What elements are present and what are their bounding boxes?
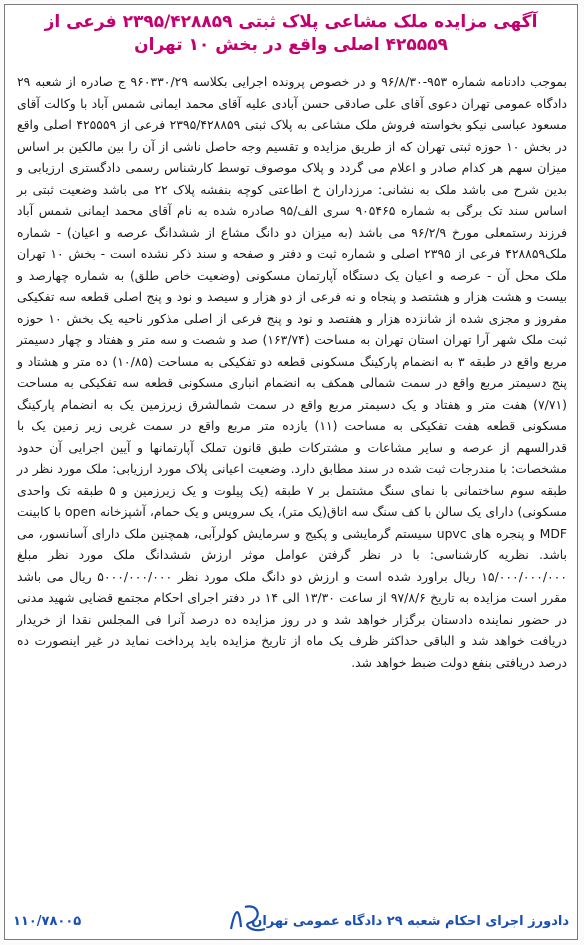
notice-code: ۱۱۰/۷۸۰۰۵ (13, 914, 82, 929)
auction-notice (4, 4, 578, 940)
notice-signature: دادورز اجرای احکام شعبه ۲۹ دادگاه عمومی تهران (251, 914, 569, 929)
notice-paragraph: بموجب دادنامه شماره ۹۵۳-۹۶/۸/۳۰ و در خصوص پرونده اجرایی بکلاسه ۹۶۰۳۳۰/۲۹ ج صادره از شعبه ۲۹ دادگاه عمومی تهران دعوی آقای علی صادقی حسن آبادی علیه آقای محمد ایمانی شمس آباد با وکالت آقای مسعود عباسی نیکو بخواسته فروش ملک مشاعی به پلاک ثبتی ۲۳۹۵/۴۲۸۸۵۹ فرعی از ۴۲۵۵۵۹ اصلی واقع در بخش ۱۰ حوزه ثبتی تهران که از طریق مزایده و تقسیم وجه حاصل ناشی از آن را بین مالکین بر اساس میزان سهم هر کدام صادر و اعلام می گردد و پلاک موصوف توسط کارشناس رسمی دادگستری ارزیابی و بدین شرح می باشد ملک به نشانی: مرزداران خ اطاعتی کوچه بنفشه پلاک ۲۲ می باشد وضعیت ثبتی بر اساس سند تک برگی به شماره ۹۰۵۴۶۵ سری الف/۹۵ صادره شده به نام آقای محمد ایمانی شمس آباد فرزند رستمعلی مورخ ۹۶/۲/۹ می باشد (به میزان دو دانگ مشاع از ششدانگ عرصه و اعیان) - شماره ملک۴۲۸۸۵۹ فرعی از ۲۳۹۵ اصلی و شماره ثبت و دفتر و صفحه و سند ذکر نشده است - بخش ۱۰ تهران ملک محل آن - عرصه و اعیان یک دستگاه آپارتمان مسکونی (وضعیت خاص طلق) به شماره چهارصد و بیست و هشت هزار و هشتصد و پنجاه و نه فرعی از دو هزار و سیصد و نود و پنج اصلی قطعه سه تفکیکی مفروز و مجزی شده از شانزده هزار و هفتصد و نود و پنج فرعی از اصلی مذکور ناحیه یک بخش ۱۰ حوزه ثبت ملک شهر آرا تهران استان تهران به مساحت (۱۶۳/۷۴) صد و شصت و سه متر و هفتاد و چهار دسیمتر مربع واقع در طبقه ۳ به انضمام پارکینگ مسکونی قطعه دو تفکیکی به مساحت (۱۰/۸۵) ده متر و هشتاد و پنج دسیمتر مربع واقع در سمت شمالی همکف به انضمام انباری مسکونی قطعه سه تفکیکی به مساحت (۷/۷۱) هفت متر و هفتاد و یک دسیمتر مربع واقع در سمت شمالشرق زیرزمین یک به انضمام پارکینگ مسکونی قطعه هفت تفکیکی به مساحت (۱۱) یازده متر مربع واقع در سمت غربی زیر زمین یک با قدرالسهم از عرصه و سایر مشاعات و مشترکات طبق قانون تملک آپارتمانها و آیین اجرایی آن حدود مشخصات: با مندرجات ثبت شده در سند مطابق دارد. وضعیت اعیانی پلاک مورد ارزیابی: ملک مورد نظر در طبقه سوم ساختمانی با نمای سنگ مشتمل بر ۷ طبقه (یک پیلوت و یک زیرزمین و ۵ طبقه تک واحدی مسکونی) دارای یک سالن با کف سنگ سه اتاق(یک متر)، یک سرویس و یک حمام، آشپزخانه open با کابینت MDF و پنجره های upvc سیستم گرمایشی و پکیج و سرمایش کولرآبی، همچنین ملک دارای آسانسور، می باشد. نظریه کارشناسی: با در نظر گرفتن عوامل موثر ارزش ششدانگ ملک مورد نظر مبلغ ۱۵/۰۰۰/۰۰۰/۰۰۰ ریال براورد شده است و ارزش دو دانگ ملک مورد نظر ۵۰۰۰/۰۰۰/۰۰۰ ریال می باشد مقرر است مزایده به تاریخ ۹۷/۸/۶ از ساعت ۱۳/۳۰ الی ۱۴ در دفتر اجرای احکام مجتمع قضایی شهید مدنی در حضور نماینده دادستان برگزار خواهد شد و در روز مزایده ده درصد آنرا فی المجلس نقدا از خریدار دریافت خواهد شد و الباقی حداکثر ظرف یک ماه از تاریخ مزایده باید پرداخت نماید در غیر اینصورت ده درصد دریافتی بنفع دولت ضبط خواهد شد. (17, 74, 568, 670)
notice-body (17, 71, 567, 673)
handwritten-mark-icon (225, 899, 271, 935)
notice-footer (13, 905, 569, 935)
notice-title: آگهی مزایده ملک مشاعی پلاک ثبتی ۲۳۹۵/۴۲۸۸۵۹ فرعی از ۴۲۵۵۵۹ اصلی واقع در بخش ۱۰ تهران (44, 12, 538, 55)
